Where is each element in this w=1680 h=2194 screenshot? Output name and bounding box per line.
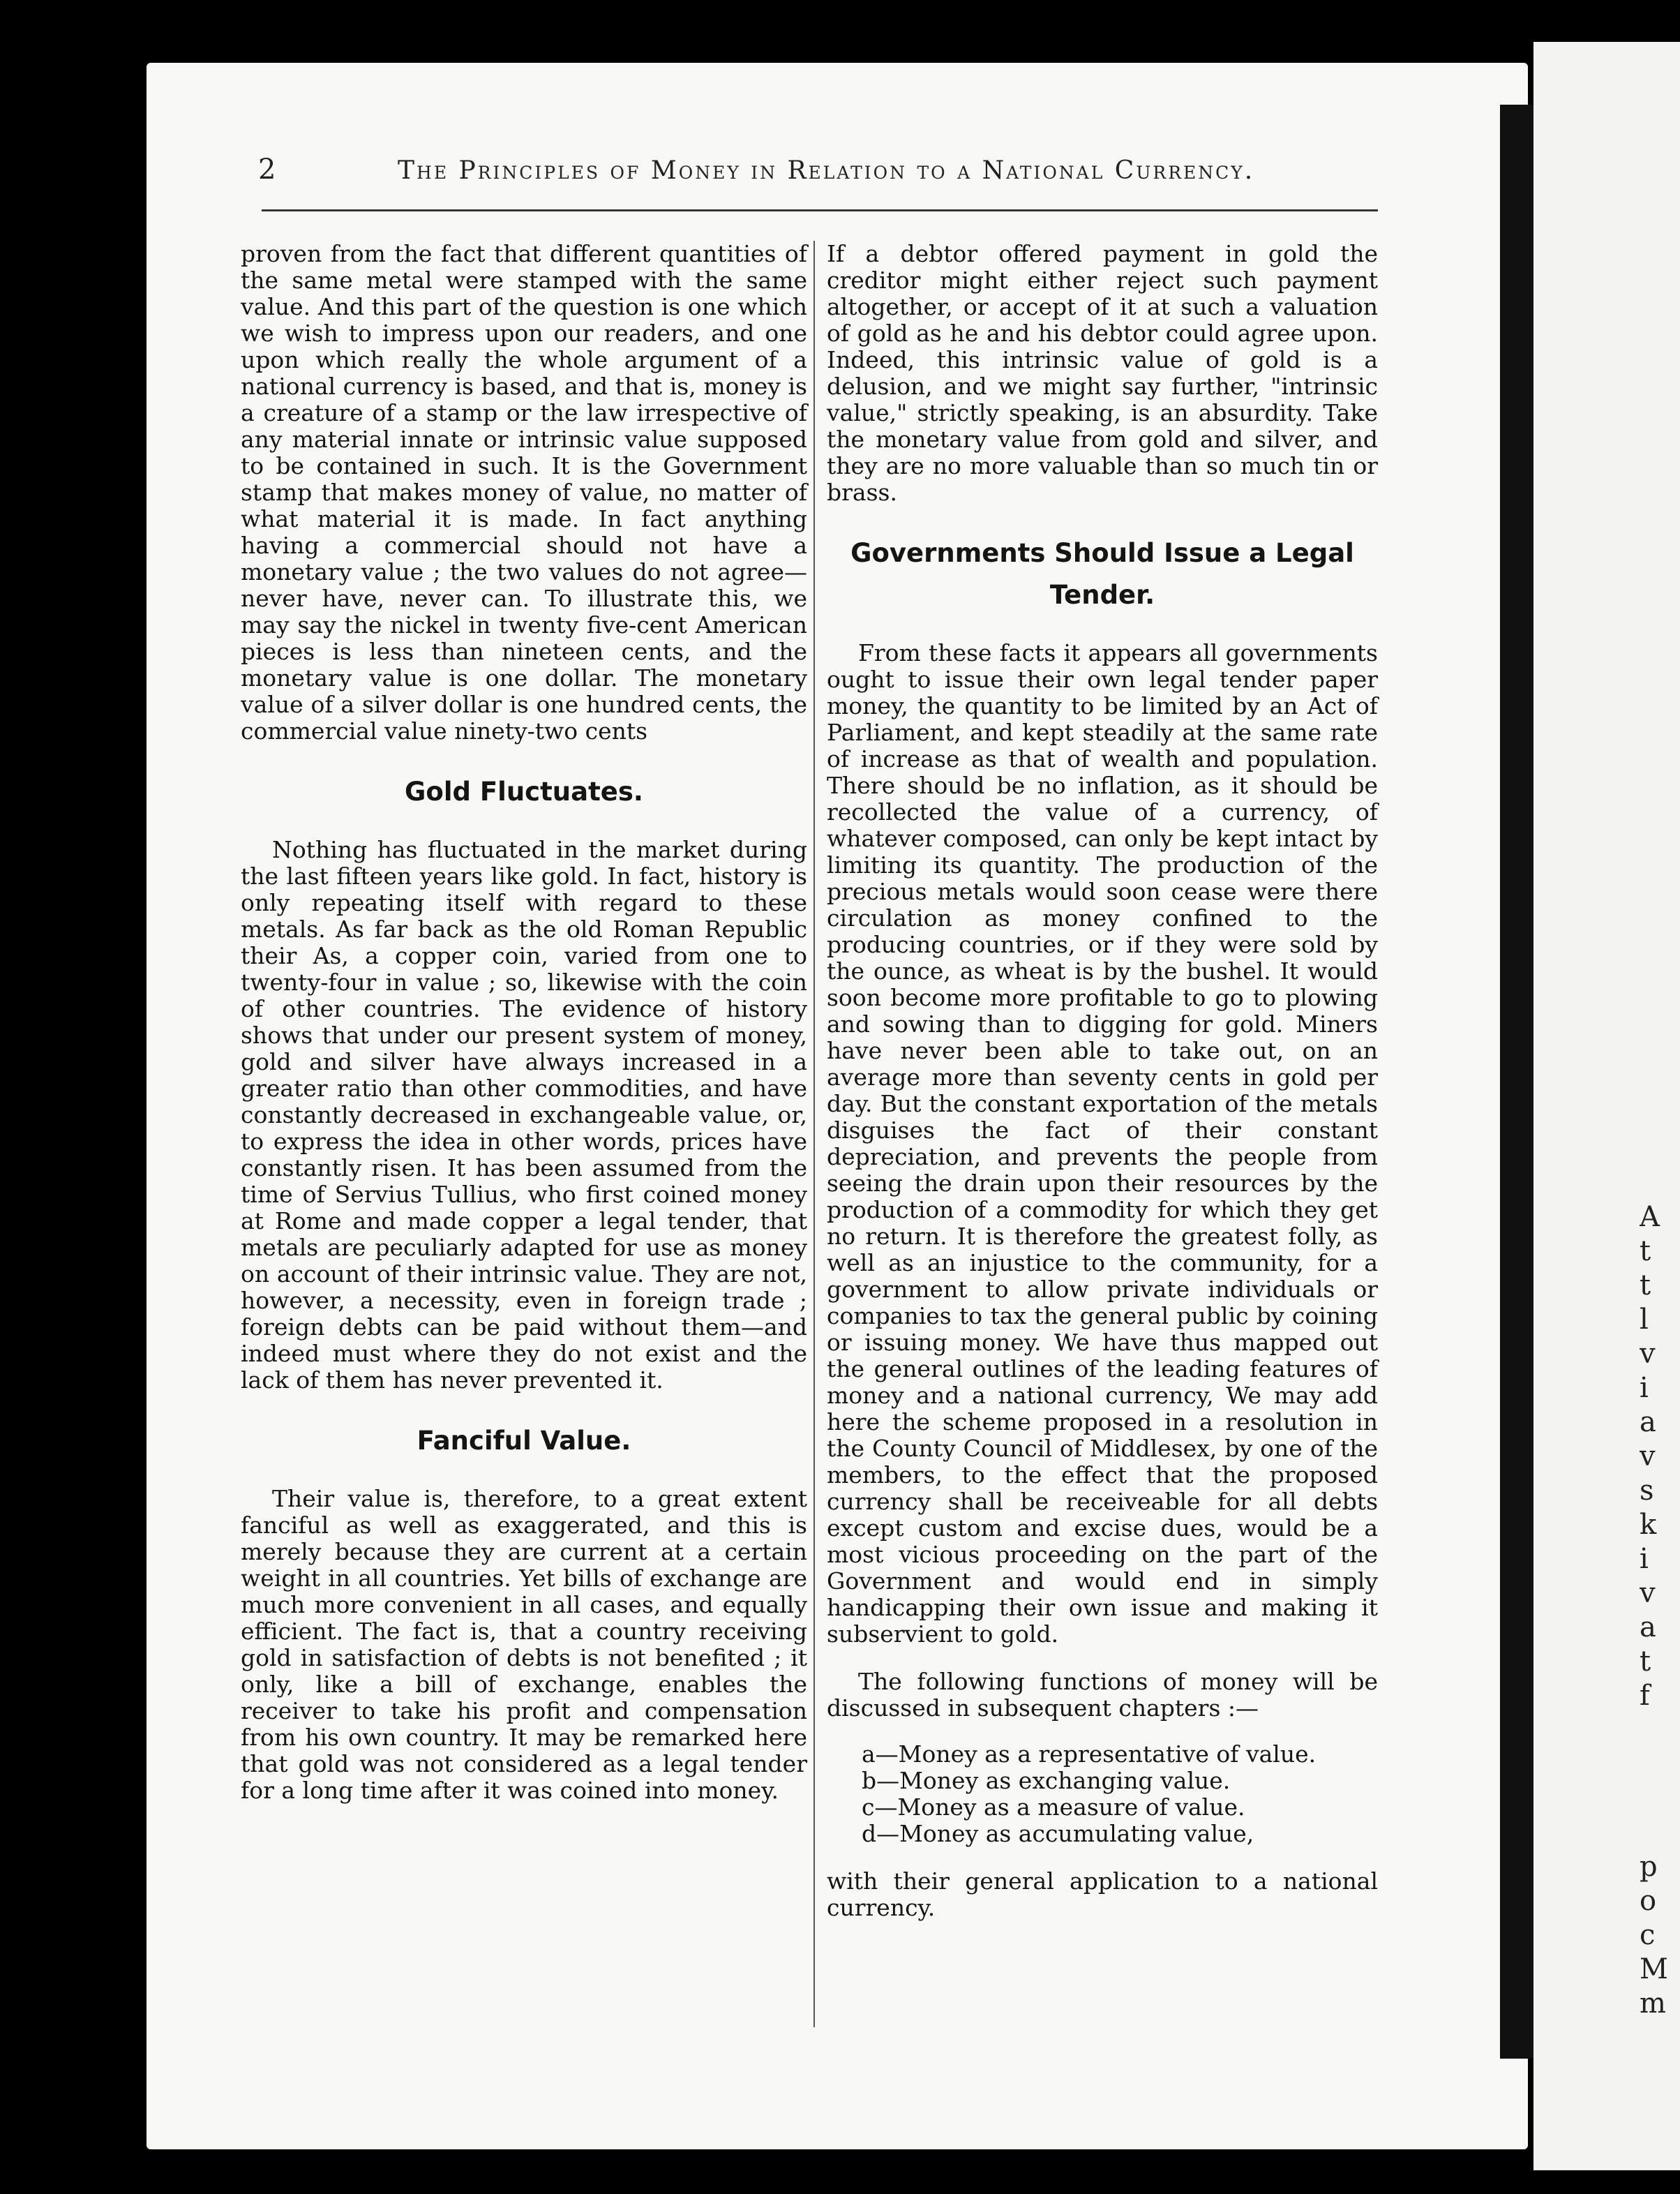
paragraph: If a debtor offered payment in gold the creditor might either reject such payment altogether, or accept of it at such a valuation of gold as he and his debtor could agree upon. Indeed, this intrinsic value of gold is a delusion, and we might say further, "intrinsic value," strictly speaking, is an absurdity. Take the monetary value from gold and silver, and they are no more valuable than so much tin or brass. <box>827 240 1378 506</box>
paragraph: The following functions of money will be discussed in subsequent chapters :— <box>827 1668 1378 1722</box>
left-column <box>241 241 807 1804</box>
list-item: a—Money as a representative of value. <box>862 1740 1317 1768</box>
list-item: c—Money as a measure of value. <box>862 1793 1245 1821</box>
running-title: The Principles of Money in Relation to a National Currency. <box>398 156 1255 185</box>
book-gutter <box>1500 105 1533 2059</box>
paragraph: Their value is, therefore, to a great extent fanciful as well as exaggerated, and this is merely because they are current at a certain weight in all countries. Yet bills of exchange are much more convenient in all cases, and equally efficient. The fact is, that a country receiving gold in satisfaction of debts is not benefited ; it only, like a bill of exchange, enables the receiver to take his profit and compensation from his own country. It may be remarked here that gold was not considered as a legal tender for a long time after it was coined into money. <box>241 1485 807 1804</box>
section-heading: Gold Fluctuates. <box>405 777 643 807</box>
right-column <box>827 241 1378 1921</box>
list-item: b—Money as exchanging value. <box>862 1767 1231 1794</box>
column-divider <box>813 241 815 2027</box>
page-number: 2 <box>258 154 276 186</box>
paragraph: proven from the fact that different quantities of the same metal were stamped with the same value. And this part of the question is one which we wish to impress upon our readers, and one upon which really the whole argument of a national currency is based, and that is, money is a creature of a stamp or the law irrespective of any material innate or intrinsic value supposed to be contained in such. It is the Government stamp that makes money of value, no matter of what material it is made. In fact anything having a commercial should not have a monetary value ; the two values do not agree—never have, never can. To illustrate this, we may say the nickel in twenty five-cent American pieces is less than nineteen cents, and the monetary value is one dollar. The monetary value of a silver dollar is one hundred cents, the commercial value ninety-two cents <box>241 240 807 745</box>
section-heading: Fanciful Value. <box>417 1426 631 1456</box>
paragraph: Nothing has fluctuated in the market during the last fifteen years like gold. In fact, history is only repeating itself with regard to these metals. As far back as the old Roman Republic their As, a copper coin, varied from one to twenty-four in value ; so, likewise with the coin of other countries. The evidence of history shows that under our present system of money, gold and silver have always increased in a greater ratio than other commodities, and have constantly decreased in exchangeable value, or, to express the idea in other words, prices have constantly risen. It has been assumed from the time of Servius Tullius, who first coined money at Rome and made copper a legal tender, that metals are peculiarly adapted for use as money on account of their intrinsic value. They are not, however, a necessity, even in foreign trade ; foreign debts can be paid without them—and indeed must where they do not exist and the lack of them has never prevented it. <box>241 836 807 1394</box>
page-header <box>258 154 1465 195</box>
facing-page-text-fragment: A t t l v i a v s k i v a t f p o c M m <box>1640 1201 1668 2020</box>
header-rule <box>262 209 1378 211</box>
functions-list <box>862 1741 1378 1847</box>
paragraph: From these facts it appears all governments ought to issue their own legal tender paper money, the quantity to be limited by an Act of Parliament, and kept steadily at the same rate of increase as that of wealth and population. There should be no inflation, as it should be recollected the value of a currency, of whatever composed, can only be kept intact by limiting its quantity. The production of the precious metals would soon cease were there circulation as money confined to the producing countries, or if they were sold by the ounce, as wheat is by the bushel. It would soon become more profitable to go to plowing and sowing than to digging for gold. Miners have never been able to take out, on an average more than seventy cents in gold per day. But the constant exportation of the metals disguises the fact of their constant depreciation, and prevents the people from seeing the drain upon their resources by the production of a commodity for which they get no return. It is therefore the greatest folly, as well as an injustice to the community, for a government to allow private individuals or companies to tax the general public by coining or issuing money. We have thus mapped out the general outlines of the leading features of money and a national currency, We may add here the scheme proposed in a resolution in the County Council of Middlesex, by one of the members, to the effect that the proposed currency shall be receiveable for all debts except custom and excise dues, would be a most vicious proceeding on the part of the Government and would end in simply handicapping their own issue and making it subservient to gold. <box>827 639 1378 1648</box>
section-heading: Governments Should Issue a Legal Tender. <box>850 538 1354 610</box>
list-item: d—Money as accumulating value, <box>862 1820 1254 1847</box>
paragraph: with their general application to a national currency. <box>827 1867 1378 1921</box>
